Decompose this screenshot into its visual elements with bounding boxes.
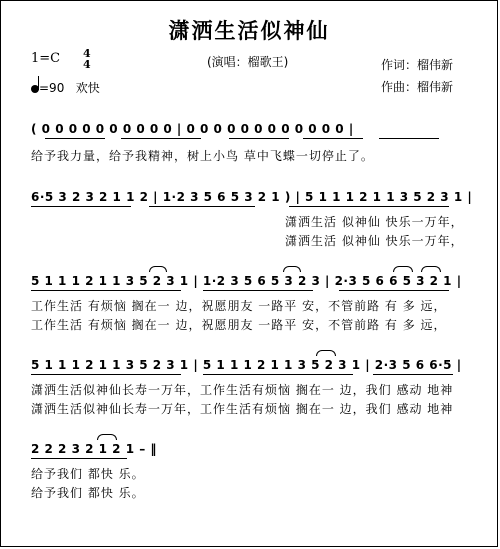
time-signature-top: 4 <box>83 47 91 60</box>
score-row-1-lyric: 给予我力量，给予我精神，树上小鸟 草中飞蝶一切停止了。 <box>31 149 374 163</box>
quarter-note-icon <box>31 85 39 93</box>
score-row-3-lyric-2: 工作生活 有烦恼 搁在一 边，祝愿朋友 一路平 安，不管前路 有 多 远， <box>31 318 447 332</box>
time-signature <box>83 48 91 70</box>
tempo-value: =90 <box>39 81 65 95</box>
key-signature: 1=C <box>31 51 61 66</box>
score-row-2-notes: 6·5 3 2 3 2 1 1 2 | 1·2 3 5 6 5 3 2 1 ) | 5 1 1 1 2 1 1 3 5 2 3 1 | <box>31 190 473 204</box>
score-row-4-lyric-1: 潇洒生活似神仙长寿一万年，工作生活有烦恼 搁在一 边，我们 感动 地神 <box>31 383 454 397</box>
score-row-4-lyric-2: 潇洒生活似神仙长寿一万年，工作生活有烦恼 搁在一 边，我们 感动 地神 <box>31 402 454 416</box>
tempo-marking <box>31 79 100 96</box>
time-signature-bottom: 4 <box>83 58 91 71</box>
score-row-5-lyric-2: 给予我们 都快 乐。 <box>31 486 145 500</box>
score-row-3-lyric-1: 工作生活 有烦恼 搁在一 边，祝愿朋友 一路平 安，不管前路 有 多 远， <box>31 299 447 313</box>
score-row-4-notes: 5 1 1 1 2 1 1 3 5 2 3 1 | 5 1 1 1 2 1 1 3 5 2 3 1 | 2·3 5 6 6·5 | <box>31 358 462 372</box>
singer-credit: (演唱：榴歌王) <box>207 55 289 69</box>
song-title: 潇洒生活似神仙 <box>168 19 330 43</box>
score-row-5-notes: 2 2 2 3 2 1 2 1 – ‖ <box>31 442 157 456</box>
score-row-1-notes: ( 0 0 0 0 0 0 0 0 0 0 | 0 0 0 0 0 0 0 0 0 0 0 0 | <box>31 122 354 136</box>
tempo-word: 欢快 <box>75 81 100 95</box>
composer-credit: 作曲：榴伟新 <box>381 80 454 94</box>
score-row-2-lyric-2: 潇洒生活 似神仙 快乐一万年， <box>285 234 464 248</box>
score-row-3-notes: 5 1 1 1 2 1 1 3 5 2 3 1 | 1·2 3 5 6 5 3 2 3 | 2·3 5 6 6 5 3 2 1 | <box>31 274 462 288</box>
score-row-5-lyric-1: 给予我们 都快 乐。 <box>31 467 145 481</box>
lyricist-credit: 作词：榴伟新 <box>381 58 454 72</box>
score-row-2-lyric-1: 潇洒生活 似神仙 快乐一万年， <box>285 215 464 229</box>
